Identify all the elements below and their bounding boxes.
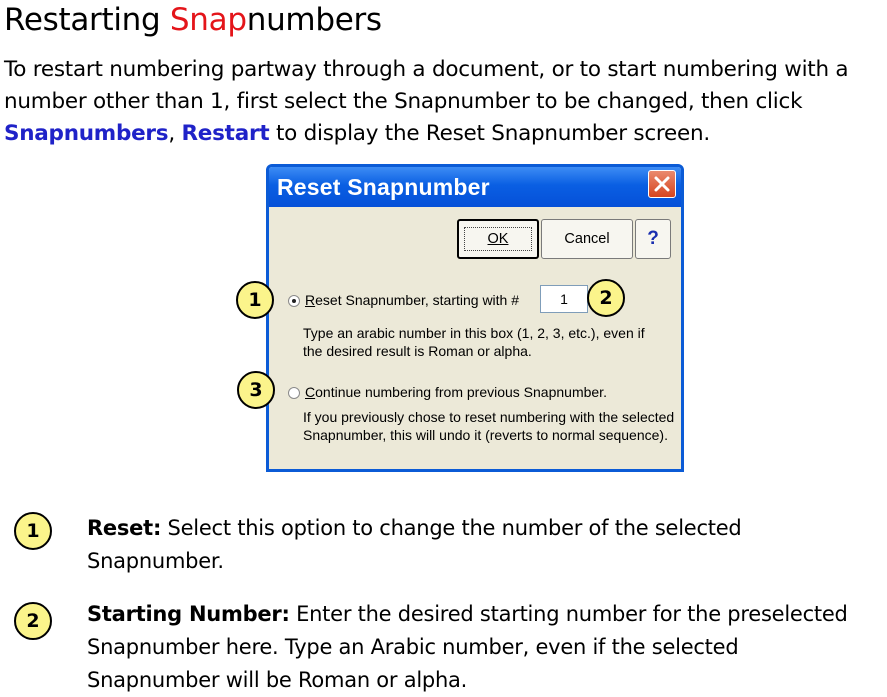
legend-term-starting-number: Starting Number: [87,602,290,626]
reset-snapnumber-dialog [266,164,684,472]
reset-radio[interactable] [288,295,300,307]
continue-hint: If you previously chose to reset numbering with the selected Snapnumber, this will undo it (reverts to normal sequence). [303,409,675,443]
continue-radio[interactable] [288,387,300,399]
legend-item-reset [87,512,877,578]
close-icon [649,171,675,197]
intro-text-start: To restart numbering partway through a document, or to start numbering with a number other than 1, first select the Snapnumber to be changed, then click [4,57,849,114]
close-button[interactable] [648,170,676,198]
callout-2: 2 [587,279,625,317]
legend-text-reset: Select this option to change the number of the selected Snapnumber. [87,516,742,573]
continue-option-label[interactable] [305,384,607,400]
page-title [4,2,382,38]
continue-mnemonic: C [305,384,316,400]
legend-callout-2: 2 [14,602,52,640]
intro-paragraph [4,54,884,150]
title-prefix: Restarting [4,2,170,38]
reset-option-label[interactable] [305,292,519,308]
dialog-titlebar[interactable] [269,167,681,207]
legend-term-reset: Reset: [87,516,162,540]
title-highlight: Snap [169,2,247,38]
reset-mnemonic: R [305,292,316,308]
cancel-button[interactable]: Cancel [541,219,633,259]
starting-number-input[interactable]: 1 [540,285,588,313]
reset-label-rest: eset Snapnumber, starting with # [315,292,520,308]
legend-text-starting-number: Enter the desired starting number for the preselected Snapnumber here. Type an Arabic number, even if the selected Snapnumber will be Roman or alpha. [87,602,848,692]
callout-1: 1 [236,281,274,319]
help-button[interactable]: ? [635,219,671,259]
intro-text-end: to display the Reset Snapnumber screen. [269,121,710,146]
ok-button[interactable] [457,219,539,259]
title-suffix: numbers [246,2,382,38]
legend-item-starting-number [87,598,877,697]
restart-link[interactable]: Restart [181,121,270,146]
ok-button-label: OK [464,227,532,251]
callout-3: 3 [237,371,275,409]
continue-label-rest: ontinue numbering from previous Snapnumber. [315,384,607,400]
reset-hint: Type an arabic number in this box (1, 2, 3, etc.), even if the desired result is Roman or alpha. [303,325,645,359]
snapnumbers-link[interactable]: Snapnumbers [4,121,169,146]
legend-callout-1: 1 [14,512,52,550]
dialog-title: Reset Snapnumber [277,174,490,200]
intro-comma: , [168,121,182,146]
